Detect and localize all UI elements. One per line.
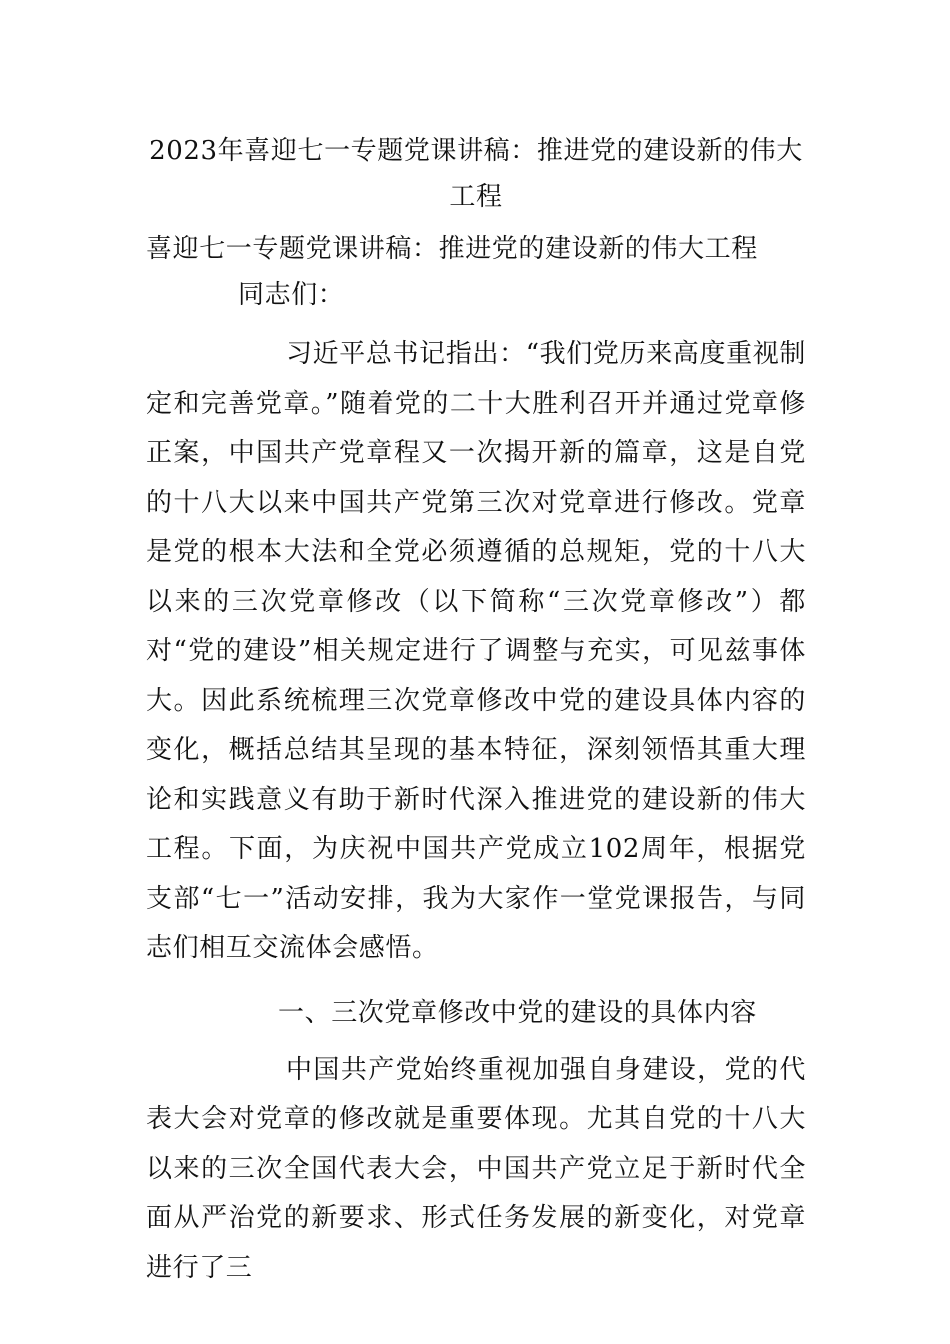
- document-body: [146, 128, 806, 1293]
- body-paragraph-2: 中国共产党始终重视加强自身建设，党的代表大会对党章的修改就是重要体现。尤其自党的十八大以来的三次全国代表大会，中国共产党立足于新时代全面从严治党的新要求、形式任务发展的新变化，对党章进行了三: [146, 1054, 806, 1283]
- document-title: 2023年喜迎七一专题党课讲稿：推进党的建设新的伟大工程: [149, 136, 803, 212]
- document-subtitle: 喜迎七一专题党课讲稿：推进党的建设新的伟大工程: [146, 234, 758, 264]
- section-heading-1: 一、三次党章修改中党的建设的具体内容: [278, 997, 757, 1028]
- body-paragraph-1: 习近平总书记指出：“我们党历来高度重视制定和完善党章。”随着党的二十大胜利召开并通过党章修正案，中国共产党章程又一次揭开新的篇章，这是自党的十八大以来中国共产党第三次对党章进行修改。党章是党的根本大法和全党必须遵循的总规矩，党的十八大以来的三次党章修改（以下简称“三次党章修改”）都对“党的建设”相关规定进行了调整与充实，可见兹事体大。因此系统梳理三次党章修改中党的建设具体内容的变化，概括总结其呈现的基本特征，深刻领悟其重大理论和实践意义有助于新时代深入推进党的建设新的伟大工程。下面，为庆祝中国共产党成立102周年，根据党支部“七一”活动安排，我为大家作一堂党课报告，与同志们相互交流体会感悟。: [146, 339, 806, 963]
- salutation: 同志们：: [238, 280, 345, 310]
